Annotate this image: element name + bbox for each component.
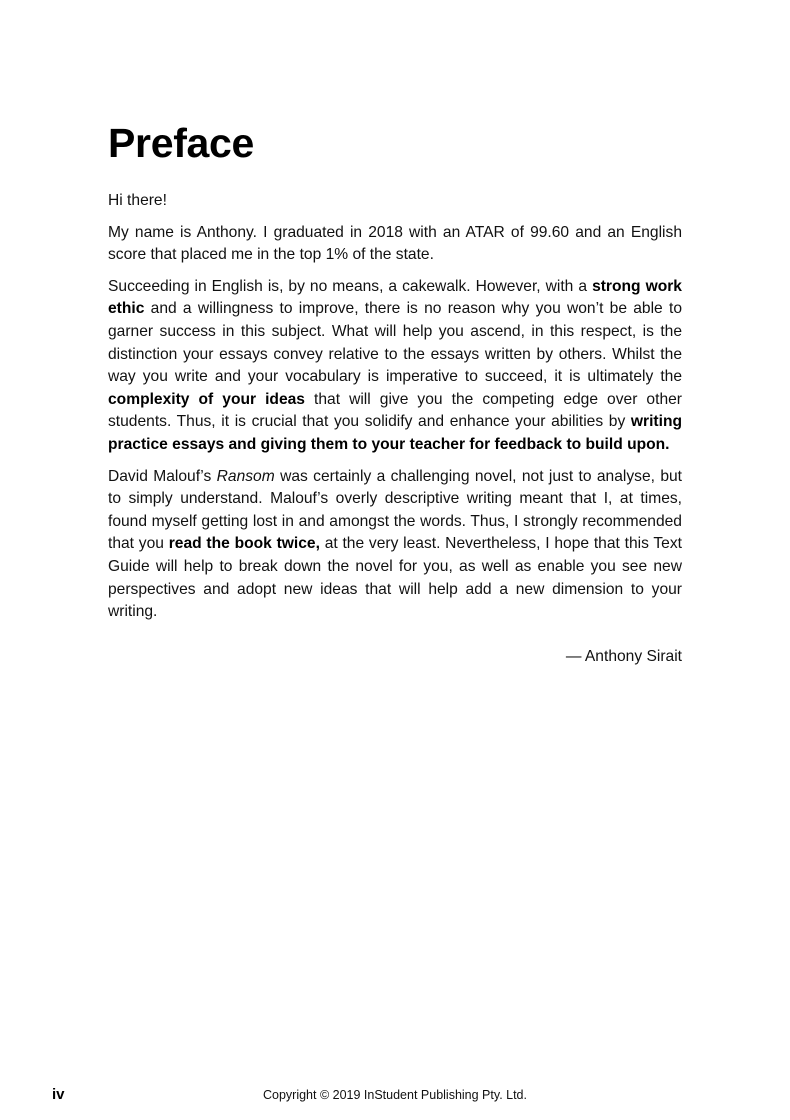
novel-text-1: David Malouf’s	[108, 467, 217, 485]
novel-bold-read-twice: read the book twice,	[168, 535, 320, 553]
advice-text-2: and a willingness to improve, there is no reason why you won’t be able to garner success in this subject. What will help you ascend, in this respect, is the distinction your essays convey relative to the essays written by others. Whilst the way you write and your vocabulary is imperative to succeed, it is ultimately the	[108, 300, 682, 386]
novel-paragraph	[108, 466, 682, 624]
novel-text-3: at the very least. Nevertheless, I hope that this Text Guide will help to break down the novel for you, as well as enable you see new perspectives and adopt new ideas that will help add a new dimension to your writing.	[108, 535, 682, 621]
author-signature: — Anthony Sirait	[565, 647, 682, 665]
advice-bold-practice-essays: writing practice essays and giving them to your teacher for feedback to build upon.	[108, 413, 682, 453]
page-title: Preface	[108, 120, 255, 166]
preface-body	[108, 190, 682, 668]
intro-paragraph: My name is Anthony. I graduated in 2018 with an ATAR of 99.60 and an English score that placed me in the top 1% of the state.	[108, 223, 682, 264]
advice-bold-work-ethic: strong work ethic	[108, 277, 682, 318]
novel-title-italic: Ransom	[216, 467, 275, 485]
novel-text-2: was certainly a challenging novel, not just to analyse, but to simply understand. Malouf’s overly descriptive writing meant that I, at times, found myself getting lost in and amongst the words. Thus, I strongly recommended that you	[108, 467, 682, 553]
advice-paragraph	[108, 276, 682, 457]
advice-text-3: that will give you the competing edge over other students. Thus, it is crucial that you solidify and enhance your abilities by	[108, 390, 682, 431]
page-number: iv	[52, 1086, 65, 1103]
advice-bold-complexity: complexity of your ideas	[108, 390, 305, 408]
advice-text-1: Succeeding in English is, by no means, a cakewalk. However, with a	[108, 277, 593, 295]
copyright-notice: Copyright © 2019 InStudent Publishing Pty. Ltd.	[262, 1088, 527, 1102]
greeting-paragraph: Hi there!	[108, 192, 167, 209]
